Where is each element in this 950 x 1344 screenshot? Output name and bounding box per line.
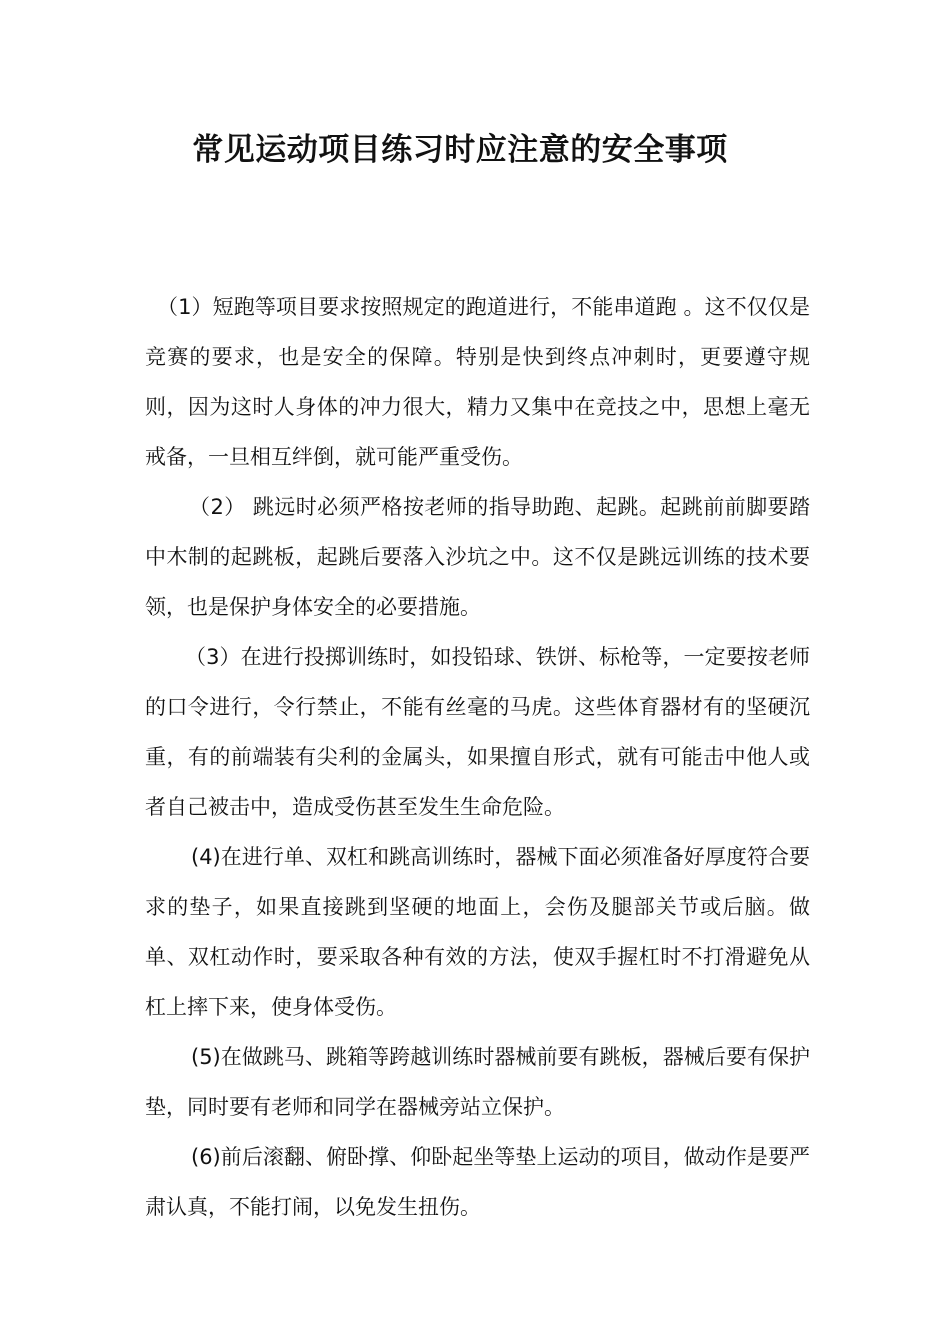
paragraph-bars-high-jump: (4)在进行单、双杠和跳高训练时，器械下面必须准备好厚度符合要求的垫子，如果直接跳到坚硬的地面上，会伤及腿部关节或后脑。做单、双杠动作时，要采取各种有效的方法，使双手握杠时不打滑避免从杠上摔下来，使身体受伤。 <box>145 845 810 1019</box>
paragraph-long-jump: （2） 跳远时必须严格按老师的指导助跑、起跳。起跳前前脚要踏中木制的起跳板，起跳后要落入沙坑之中。这不仅是跳远训练的技术要领，也是保护身体安全的必要措施。 <box>145 495 810 619</box>
document-title: 常见运动项目练习时应注意的安全事项 <box>192 132 728 168</box>
document-body <box>145 282 810 1232</box>
paragraph-throwing: （3）在进行投掷训练时，如投铅球、铁饼、标枪等，一定要按老师的口令进行，令行禁止，不能有丝毫的马虎。这些体育器材有的坚硬沉重，有的前端装有尖利的金属头，如果擅自形式，就有可能击中他人或者自己被击中，造成受伤甚至发生生命危险。 <box>145 645 810 819</box>
paragraph-vaulting: (5)在做跳马、跳箱等跨越训练时器械前要有跳板，器械后要有保护垫，同时要有老师和同学在器械旁站立保护。 <box>145 1045 810 1119</box>
paragraph-sprint: （1）短跑等项目要求按照规定的跑道进行，不能串道跑 。这不仅仅是竞赛的要求，也是安全的保障。特别是快到终点冲刺时，更要遵守规则，因为这时人身体的冲力很大，精力又集中在竞技之中，思想上毫无戒备，一旦相互绊倒，就可能严重受伤。 <box>145 295 810 469</box>
paragraph-mat-exercises: (6)前后滚翻、俯卧撑、仰卧起坐等垫上运动的项目，做动作是要严肃认真，不能打闹，以免发生扭伤。 <box>145 1145 810 1219</box>
